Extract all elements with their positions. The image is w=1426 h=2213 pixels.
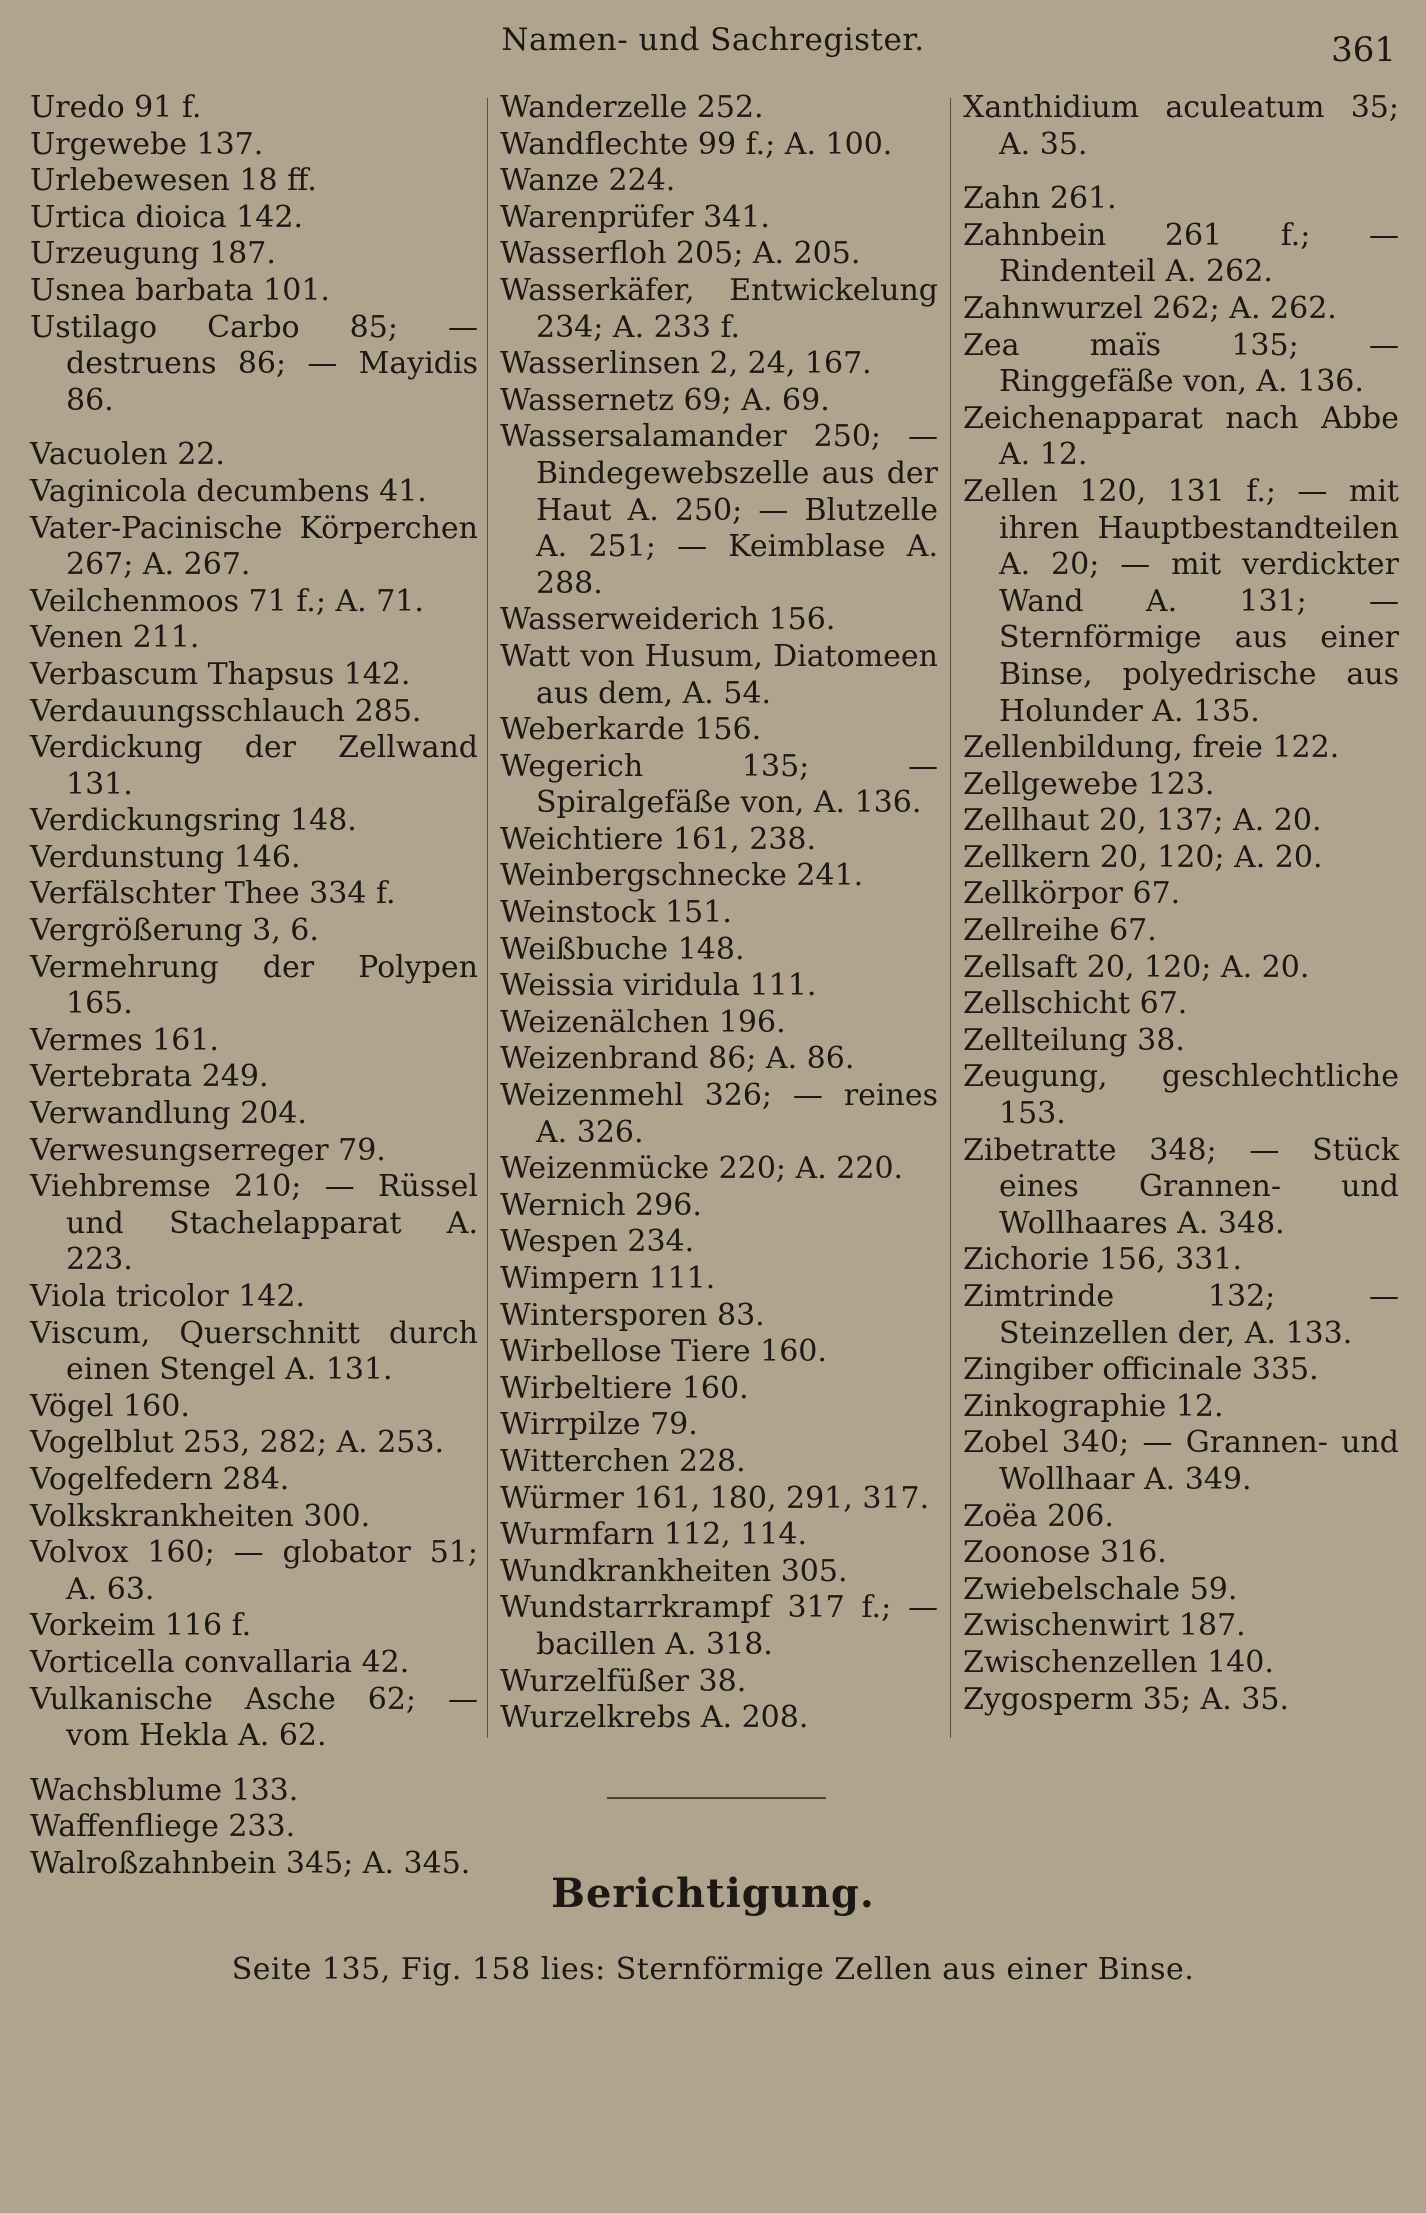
- index-entry: Verbascum Thapsus 142.: [30, 656, 411, 692]
- index-entry: Vorkeim 116 f.: [30, 1608, 252, 1644]
- index-entry: Zeichenapparat nach Abbe A. 12.: [963, 400, 1399, 473]
- index-entry: Zellen 120, 131 f.; — mit ihren Hauptbestandteilen A. 20; — mit verdickter Wand A. 131; — Sternförmige aus einer Binse, polyedrische aus Holunder A. 135.: [963, 473, 1399, 729]
- index-entry: Zwischenwirt 187.: [963, 1608, 1246, 1644]
- index-entry: Weizenbrand 86; A. 86.: [500, 1041, 855, 1077]
- index-entry: Zoëa 206.: [963, 1498, 1114, 1534]
- index-entry: Wundkrankheiten 305.: [500, 1553, 848, 1589]
- index-entry: Wassernetz 69; A. 69.: [500, 382, 830, 418]
- index-entry: Wirbeltiere 160.: [500, 1370, 749, 1406]
- index-entry: Weizenmücke 220; A. 220.: [500, 1151, 904, 1187]
- index-entry: Weißbuche 148.: [500, 931, 745, 967]
- index-entry: Vermes 161.: [30, 1022, 219, 1058]
- index-entry: Zimtrinde 132; — Steinzellen der, A. 133.: [963, 1279, 1399, 1351]
- index-entry: Zwischenzellen 140.: [963, 1644, 1274, 1680]
- index-entry: Zygosperm 35; A. 35.: [963, 1681, 1290, 1717]
- index-entry: Usnea barbata 101.: [30, 272, 330, 308]
- index-entry: Urtica dioica 142.: [30, 199, 303, 235]
- index-entry: Warenprüfer 341.: [500, 199, 770, 235]
- correction-text: Seite 135, Fig. 158 lies: Sternförmige Zellen aus einer Binse.: [231, 1952, 1195, 1987]
- index-entry: Zibetratte 348; — Stück eines Grannen- und Wollhaares A. 348.: [963, 1132, 1399, 1241]
- index-entry: Zellenbildung, freie 122.: [963, 730, 1340, 766]
- index-entry: Verwesungserreger 79.: [30, 1132, 386, 1168]
- index-entry: Vögel 160.: [30, 1388, 190, 1424]
- index-entry: Witterchen 228.: [500, 1443, 746, 1479]
- index-entry: Wasserfloh 205; A. 205.: [500, 236, 861, 272]
- index-entry: Zellgewebe 123.: [963, 766, 1215, 802]
- index-entry: Zellhaut 20, 137; A. 20.: [963, 803, 1322, 839]
- index-entry: Vulkanische Asche 62; — vom Hekla A. 62.: [30, 1681, 478, 1754]
- index-entry: Wanderzelle 252.: [500, 90, 764, 125]
- index-entry: Uredo 91 f.: [30, 90, 202, 125]
- index-entry: Wirrpilze 79.: [500, 1407, 698, 1443]
- index-entry: Wanze 224.: [500, 163, 676, 199]
- index-column-3: [963, 90, 1399, 1718]
- index-entry: Verdickung der Zellwand 131.: [30, 730, 478, 802]
- index-entry: Weissia viridula 111.: [500, 968, 817, 1004]
- index-entry: Wernich 296.: [500, 1187, 702, 1223]
- index-entry: Zahnbein 261 f.; — Rindenteil A. 262.: [963, 217, 1399, 290]
- index-entry: Zellteilung 38.: [963, 1022, 1185, 1058]
- index-entry: Ustilago Carbo 85; — destruens 86; — Mayidis 86.: [30, 309, 478, 418]
- column-divider: [487, 98, 488, 1738]
- index-entry: Wintersporen 83.: [500, 1297, 765, 1333]
- index-entry: Verdauungsschlauch 285.: [30, 693, 422, 729]
- index-entry: Zeugung, geschlechtliche 153.: [963, 1059, 1399, 1132]
- index-entry: Verdickungsring 148.: [30, 803, 357, 839]
- index-entry: Walroßzahnbein 345; A. 345.: [30, 1845, 471, 1881]
- index-entry: Wundstarrkrampf 317 f.; — bacillen A. 318.: [500, 1590, 938, 1662]
- index-entry: Zoonose 316.: [963, 1535, 1167, 1571]
- index-entry: Wandflechte 99 f.; A. 100.: [500, 126, 893, 162]
- index-entry: Weizenälchen 196.: [500, 1004, 786, 1040]
- index-entry: Zellschicht 67.: [963, 986, 1188, 1022]
- index-entry: Zahn 261.: [963, 181, 1117, 217]
- index-entry: Würmer 161, 180, 291, 317.: [500, 1480, 930, 1516]
- page-number: 361: [1331, 30, 1396, 70]
- index-entry: Zellsaft 20, 120; A. 20.: [963, 949, 1310, 985]
- index-entry: Wirbellose Tiere 160.: [500, 1334, 827, 1370]
- index-entry: Vergrößerung 3, 6.: [30, 913, 319, 949]
- index-entry: Zellkörpor 67.: [963, 876, 1181, 912]
- index-entry: Xanthidium aculeatum 35; A. 35.: [963, 90, 1399, 162]
- index-entry: Weberkarde 156.: [500, 712, 762, 748]
- index-entry: Watt von Husum, Diatomeen aus dem, A. 54.: [500, 638, 938, 711]
- index-entry: Zobel 340; — Grannen- und Wollhaar A. 349.: [963, 1425, 1399, 1497]
- index-entry: Vogelblut 253, 282; A. 253.: [30, 1425, 445, 1461]
- index-entry: Veilchenmoos 71 f.; A. 71.: [30, 583, 424, 619]
- index-entry: Zingiber officinale 335.: [963, 1352, 1319, 1388]
- column-divider: [950, 98, 951, 1738]
- index-entry: Vater-Pacinische Körperchen 267; A. 267.: [30, 510, 478, 583]
- index-entry: Urlebewesen 18 ff.: [30, 163, 317, 199]
- index-entry: Vorticella convallaria 42.: [30, 1644, 410, 1680]
- index-entry: Wassersalamander 250; — Bindegewebszelle aus der Haut A. 250; — Blutzelle A. 251; — Keimblase A. 288.: [500, 419, 938, 601]
- index-entry: Wurzelkrebs A. 208.: [500, 1700, 809, 1736]
- index-entry: Wespen 234.: [500, 1224, 695, 1260]
- index-entry: Wasserweiderich 156.: [500, 602, 836, 638]
- index-entry: Wimpern 111.: [500, 1261, 716, 1296]
- index-entry: Zinkographie 12.: [963, 1388, 1224, 1424]
- index-column-1: [30, 90, 478, 1883]
- index-entry: Weizenmehl 326; — reines A. 326.: [500, 1078, 938, 1150]
- index-entry: Viola tricolor 142.: [30, 1279, 305, 1314]
- index-entry: Verwandlung 204.: [30, 1096, 307, 1132]
- index-entry: Zea maïs 135; — Ringgefäße von, A. 136.: [963, 327, 1399, 400]
- index-entry: Weichtiere 161, 238.: [500, 821, 817, 857]
- index-entry: Vaginicola decumbens 41.: [30, 473, 427, 509]
- index-entry: Viehbremse 210; — Rüssel und Stachelapparat A. 223.: [30, 1169, 478, 1278]
- index-entry: Wasserlinsen 2, 24, 167.: [500, 346, 872, 382]
- index-entry: Zahnwurzel 262; A. 262.: [963, 290, 1337, 326]
- index-entry: Weinbergschnecke 241.: [500, 858, 864, 894]
- index-entry: Wurmfarn 112, 114.: [500, 1517, 808, 1553]
- index-entry: Venen 211.: [30, 620, 200, 656]
- index-entry: Volvox 160; — globator 51; A. 63.: [30, 1535, 478, 1607]
- running-title: Namen- und Sachregister.: [501, 22, 925, 58]
- index-entry: Wegerich 135; — Spiralgefäße von, A. 136.: [500, 748, 938, 821]
- correction-heading: Berichtigung.: [551, 1870, 875, 1917]
- index-entry: Viscum, Querschnitt durch einen Stengel A. 131.: [30, 1315, 478, 1388]
- index-entry: Zellreihe 67.: [963, 913, 1157, 949]
- index-entry: Zichorie 156, 331.: [963, 1242, 1242, 1278]
- index-entry: Urgewebe 137.: [30, 126, 264, 162]
- section-divider: [607, 1797, 826, 1799]
- index-entry: Wurzelfüßer 38.: [500, 1663, 747, 1699]
- index-entry: Zwiebelschale 59.: [963, 1571, 1238, 1607]
- index-column-2: [500, 90, 938, 1737]
- index-entry: Wachsblume 133.: [30, 1772, 299, 1808]
- index-entry: Vogelfedern 284.: [30, 1461, 290, 1497]
- index-entry: Verfälschter Thee 334 f.: [30, 876, 396, 912]
- index-entry: Verdunstung 146.: [30, 839, 301, 875]
- index-entry: Vermehrung der Polypen 165.: [30, 949, 478, 1022]
- index-entry: Volkskrankheiten 300.: [30, 1498, 371, 1534]
- index-entry: Urzeugung 187.: [30, 236, 276, 272]
- index-entry: Weinstock 151.: [500, 895, 732, 931]
- index-entry: Vacuolen 22.: [30, 437, 225, 473]
- index-entry: Wasserkäfer, Entwickelung 234; A. 233 f.: [500, 272, 938, 345]
- index-entry: Waffenfliege 233.: [30, 1809, 296, 1845]
- index-entry: Zellkern 20, 120; A. 20.: [963, 839, 1323, 875]
- index-entry: Vertebrata 249.: [30, 1059, 269, 1095]
